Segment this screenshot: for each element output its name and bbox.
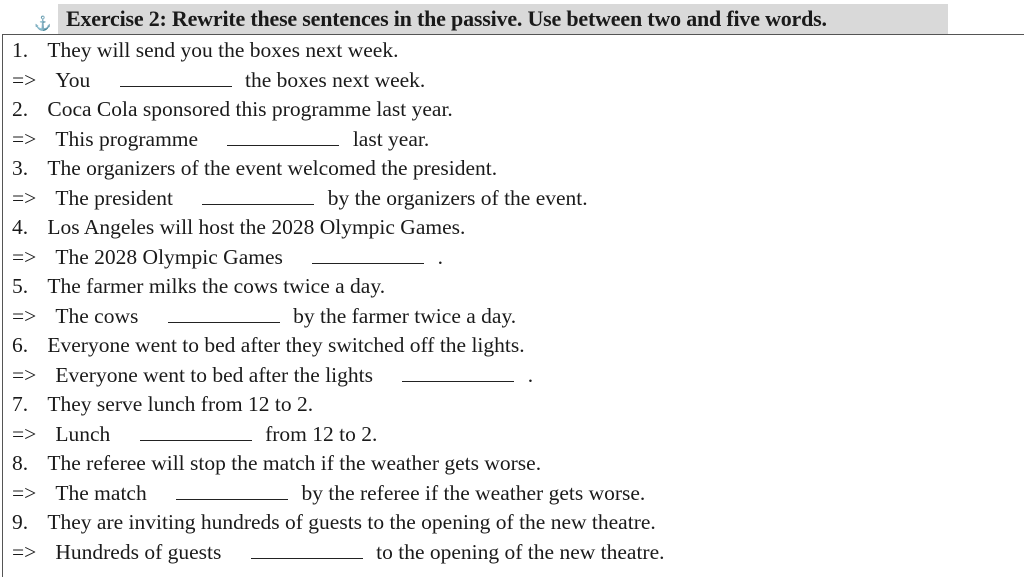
- question-number: 1.: [12, 38, 29, 62]
- exercise-title-bar: [58, 4, 948, 34]
- answer-prompt-before: Hundreds of guests: [55, 539, 222, 564]
- answer-line: [12, 243, 1012, 273]
- question-line: [12, 95, 1012, 125]
- answer-line: [12, 184, 1012, 214]
- question-number: 8.: [12, 451, 29, 475]
- answer-blank[interactable]: [120, 66, 232, 87]
- question-sentence: Everyone went to bed after they switched off the lights.: [47, 333, 525, 357]
- answer-prompt-after: last year.: [352, 126, 430, 151]
- anchor-icon: ⚓: [34, 17, 52, 32]
- question-line: [12, 36, 1012, 66]
- arrow-icon: =>: [12, 185, 37, 210]
- question-line: [12, 213, 1012, 243]
- question-line: [12, 508, 1012, 538]
- answer-prompt-before: The 2028 Olympic Games: [55, 244, 283, 269]
- answer-prompt-before: The match: [55, 480, 147, 505]
- question-line: [12, 449, 1012, 479]
- question-sentence: The organizers of the event welcomed the president.: [47, 156, 498, 180]
- arrow-icon: =>: [12, 67, 37, 92]
- answer-blank[interactable]: [251, 538, 363, 559]
- arrow-icon: =>: [12, 244, 37, 269]
- arrow-icon: =>: [12, 421, 37, 446]
- question-number: 9.: [12, 510, 29, 534]
- answer-prompt-before: Everyone went to bed after the lights: [55, 362, 373, 387]
- answer-line: [12, 361, 1012, 391]
- question-number: 4.: [12, 215, 29, 239]
- exercise-lines: [12, 36, 1012, 567]
- question-number: 3.: [12, 156, 29, 180]
- answer-line: [12, 125, 1012, 155]
- exercise-title: Exercise 2: Rewrite these sentences in the passive. Use between two and five words.: [66, 6, 827, 31]
- arrow-icon: =>: [12, 480, 37, 505]
- answer-blank[interactable]: [202, 184, 314, 205]
- arrow-icon: =>: [12, 126, 37, 151]
- question-number: 7.: [12, 392, 29, 416]
- answer-blank[interactable]: [140, 420, 252, 441]
- answer-prompt-after: by the farmer twice a day.: [293, 303, 517, 328]
- question-sentence: The farmer milks the cows twice a day.: [47, 274, 386, 298]
- answer-prompt-after: by the referee if the weather gets worse.: [301, 480, 646, 505]
- answer-prompt-before: You: [55, 67, 91, 92]
- answer-blank[interactable]: [402, 361, 514, 382]
- answer-blank[interactable]: [168, 302, 280, 323]
- answer-prompt-after: the boxes next week.: [245, 67, 426, 92]
- answer-prompt-after: from 12 to 2.: [265, 421, 378, 446]
- question-number: 2.: [12, 97, 29, 121]
- answer-prompt-before: Lunch: [55, 421, 111, 446]
- answer-prompt-after: .: [437, 244, 443, 269]
- question-line: [12, 154, 1012, 184]
- answer-prompt-after: .: [527, 362, 534, 387]
- answer-line: [12, 538, 1012, 568]
- answer-blank[interactable]: [227, 125, 339, 146]
- question-sentence: Los Angeles will host the 2028 Olympic Games.: [47, 215, 466, 239]
- answer-line: [12, 66, 1012, 96]
- answer-prompt-before: The cows: [55, 303, 139, 328]
- arrow-icon: =>: [12, 303, 37, 328]
- question-sentence: They serve lunch from 12 to 2.: [47, 392, 314, 416]
- question-line: [12, 272, 1012, 302]
- arrow-icon: =>: [12, 362, 37, 387]
- question-sentence: They are inviting hundreds of guests to the opening of the new theatre.: [47, 510, 656, 534]
- answer-prompt-after: by the organizers of the event.: [327, 185, 588, 210]
- answer-line: [12, 479, 1012, 509]
- arrow-icon: =>: [12, 539, 37, 564]
- answer-blank[interactable]: [312, 243, 424, 264]
- answer-prompt-before: This programme: [55, 126, 199, 151]
- question-sentence: Coca Cola sponsored this programme last year.: [47, 97, 453, 121]
- question-number: 6.: [12, 333, 29, 357]
- answer-prompt-before: The president: [55, 185, 173, 210]
- answer-prompt-after: to the opening of the new theatre.: [376, 539, 665, 564]
- question-sentence: They will send you the boxes next week.: [47, 38, 399, 62]
- answer-line: [12, 302, 1012, 332]
- question-number: 5.: [12, 274, 29, 298]
- question-sentence: The referee will stop the match if the weather gets worse.: [47, 451, 542, 475]
- answer-line: [12, 420, 1012, 450]
- answer-blank[interactable]: [176, 479, 288, 500]
- question-line: [12, 331, 1012, 361]
- question-line: [12, 390, 1012, 420]
